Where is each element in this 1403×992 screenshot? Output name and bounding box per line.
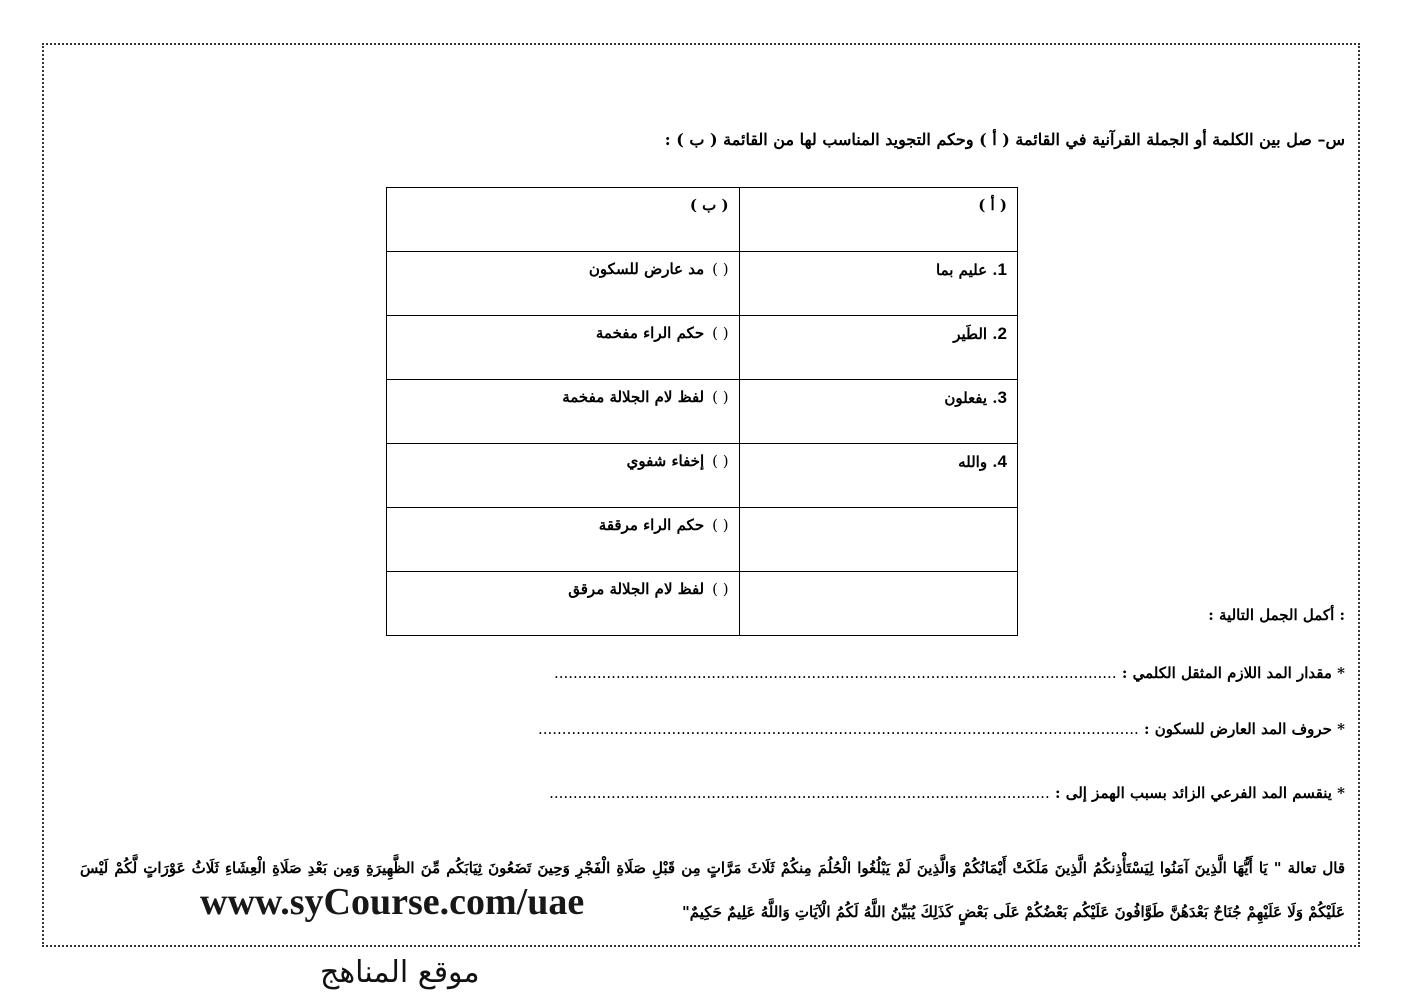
rule-text: لفظ لام الجلالة مرقق xyxy=(568,580,705,598)
rule-text: لفظ لام الجلالة مفخمة xyxy=(562,388,705,406)
fill-blank-prompt: * ينقسم المد الفرعي الزائد بسبب الهمز إلى : xyxy=(1054,784,1345,802)
item-text: . عليم بما xyxy=(936,261,998,279)
item-a xyxy=(739,444,1017,508)
item-text: . والله xyxy=(958,453,998,471)
table-row xyxy=(387,316,1018,380)
item-number: 4 xyxy=(997,452,1007,471)
item-b[interactable] xyxy=(387,444,740,508)
answer-blank[interactable]: ( ) xyxy=(712,452,729,470)
watermark: www.syCourse.com/uae xyxy=(200,881,585,923)
fill-blank-prompt: * مقدار المد اللازم المثقل الكلمي : xyxy=(1121,664,1345,682)
table-row xyxy=(387,380,1018,444)
item-b[interactable] xyxy=(387,508,740,572)
item-number: 2 xyxy=(997,324,1007,343)
header-a: ( أ ) xyxy=(739,188,1017,252)
item-b[interactable] xyxy=(387,316,740,380)
fill-blank-item xyxy=(554,664,1345,682)
item-text: . الطَير xyxy=(953,325,998,343)
item-a xyxy=(739,316,1017,380)
fill-blank-line[interactable]: .............................................................................................................................. xyxy=(537,720,1139,738)
rule-text: مد عارض للسكون xyxy=(588,260,705,278)
fill-blank-line[interactable]: ......................................................................................................... xyxy=(549,784,1050,802)
item-a xyxy=(739,380,1017,444)
quran-verse: قال تعالة " يَا أَيُّهَا الَّذِينَ آمَنُوا لِيَسْتَأْذِنكُمُ الَّذِينَ مَلَكَتْ أَيْمَانُكُمْ وَالَّذِينَ لَمْ يَبْلُغُوا الْحُلُمَ مِنكُمْ ثَلَاثَ مَرَّاتٍ مِن قَبْلِ صَلَاةِ الْفَجْرِ وَحِينَ تَضَعُونَ ثِيَابَكُم مِّنَ الظَّهِيرَةِ وَمِن بَعْدِ صَلَاةِ الْعِشَاءِ ثَلَاثُ عَوْرَاتٍ لَّكُمْ لَيْسَ عَلَيْكُمْ وَلَا عَلَيْهِمْ جُنَاحٌ بَعْدَهُنَّ طَوَّافُونَ عَلَيْكُم بَعْضُكُمْ عَلَى بَعْضٍ كَذَلِكَ يُبَيِّنُ اللَّهُ لَكُمُ الْآيَاتِ وَاللَّهُ عَلِيمٌ حَكِيمٌ" xyxy=(80,859,1345,921)
fill-blank-item xyxy=(538,720,1345,738)
question-heading: س– صل بين الكلمة أو الجملة القرآنية في القائمة ( أ ) وحكم التجويد المناسب لها من القائمة ( ب ) : xyxy=(664,130,1345,149)
table-row xyxy=(387,508,1018,572)
answer-blank[interactable]: ( ) xyxy=(712,324,729,342)
complete-heading: : أكمل الجمل التالية : xyxy=(1208,606,1345,624)
fill-blank-item xyxy=(549,784,1345,802)
table-row xyxy=(387,572,1018,636)
header-b: ( ب ) xyxy=(387,188,740,252)
fill-blank-prompt: * حروف المد العارض للسكون : xyxy=(1143,720,1345,738)
item-a xyxy=(739,508,1017,572)
answer-blank[interactable]: ( ) xyxy=(712,516,729,534)
item-number: 1 xyxy=(997,260,1007,279)
table-header-row xyxy=(387,188,1018,252)
answer-blank[interactable]: ( ) xyxy=(712,260,729,278)
rule-text: حكم الراء مرققة xyxy=(598,516,705,534)
footer-site-name: موقع المناهج xyxy=(320,955,480,990)
fill-blank-line[interactable]: ...................................................................................................................... xyxy=(553,664,1117,682)
item-b[interactable] xyxy=(387,380,740,444)
table-row xyxy=(387,444,1018,508)
item-b[interactable] xyxy=(387,572,740,636)
table-row xyxy=(387,252,1018,316)
item-number: 3 xyxy=(997,388,1007,407)
rule-text: حكم الراء مفخمة xyxy=(595,324,705,342)
item-b[interactable] xyxy=(387,252,740,316)
rule-text: إخفاء شفوي xyxy=(626,452,705,470)
answer-blank[interactable]: ( ) xyxy=(712,580,729,598)
answer-blank[interactable]: ( ) xyxy=(712,388,729,406)
item-a xyxy=(739,572,1017,636)
item-a xyxy=(739,252,1017,316)
matching-table xyxy=(386,187,1018,636)
item-text: . يفعلون xyxy=(944,389,998,407)
